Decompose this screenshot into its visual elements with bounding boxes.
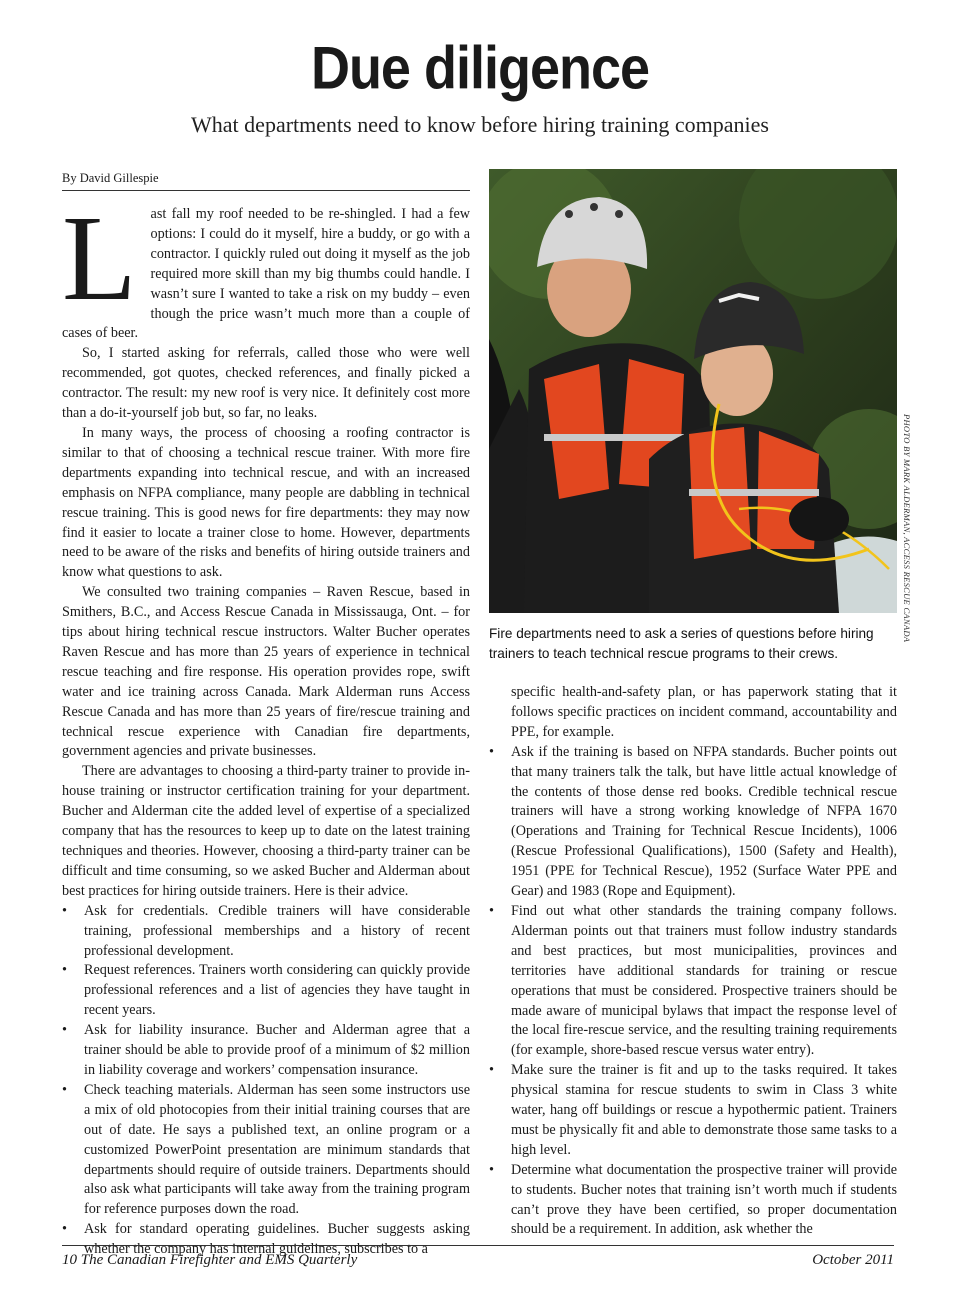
advice-list [62, 902, 470, 1260]
body-paragraph: In many ways, the process of choosing a roofing contractor is similar to that of choosing a technical rescue trainer. With more fire departments expanding into technical rescue, and with an increased emphasis on NFPA compliance, many people are dabbling in technical rescue training. This is good news for fire departments: they may now find it easier to locate a trainer close to home. However, departments need to be aware of the risks and benefits of hiring outside trainers and know what questions to ask. [62, 424, 470, 581]
footer-divider [62, 1245, 894, 1246]
advice-list-continued [489, 743, 897, 1241]
list-item: • Make sure the trainer is fit and up to the tasks required. It takes physical stamina for rescue students to swim in Class 3 white water, hang off buildings or rescue a hypothermic patient. Trainers must be physically fit and able to demonstrate those same tasks to a high level. [489, 1061, 897, 1161]
left-column [62, 191, 470, 1260]
body-paragraph: We consulted two training companies – Raven Rescue, based in Smithers, B.C., and Access Rescue Canada in Mississauga, Ont. – for tips about hiring technical rescue instructors. Walter Bucher operates Raven Rescue and has more than 25 years of experience in technical rescue teaching and fire response. His operation provides rope, swift water and ice training across Canada. Mark Alderman runs Access Rescue Canada and has more than 25 years of fire/rescue training and technical rescue experience with Canadian fire departments, government agencies and private businesses. [62, 584, 470, 760]
body-paragraph: So, I started asking for referrals, called those who were well recommended, got quotes, checked references, and finally picked a contractor. The result: my new roof is very nice. It definitely cost more than a do-it-yourself job but, so far, no leaks. [62, 345, 470, 422]
list-item: • Ask for credentials. Credible trainers will have considerable training, professional memberships and a history of recent professional development. [62, 902, 470, 962]
paragraph-text: ast fall my roof needed to be re-shingled. I had a few options: I could do it myself, hire a buddy, or go with a contractor. I quickly ruled out doing it myself as the job required more skill than my big thumbs could handle. I wasn’t sure I wanted to take a risk on my buddy – even though the price wasn’t much more than a couple of cases of beer. [62, 206, 470, 342]
body-paragraph: There are advantages to choosing a third-party trainer to provide in-house training or instructor certification training for your department. Bucher and Alderman cite the added level of expertise of a specialized company that has the resources to keep up to date on the latest training techniques and theories. However, choosing a third-party trainer can be difficult and time consuming, so we asked Bucher and Alderman about best practices for hiring outside trainers. Here is their advice. [62, 763, 470, 899]
right-column [489, 683, 897, 1240]
list-item: • Ask for standard operating guidelines. Bucher suggests asking whether the company has internal guidelines, subscribes to a [62, 1220, 470, 1260]
byline: By David Gillespie [62, 171, 470, 191]
rescue-photo-illustration [489, 169, 897, 613]
photo-caption: Fire departments need to ask a series of questions before hiring trainers to teach technical rescue programs to their crews. [489, 626, 874, 661]
article-title: Due diligence [310, 34, 650, 102]
list-item: • Ask for liability insurance. Bucher and Alderman agree that a trainer should be able to provide proof of a minimum of $2 million in liability coverage and workers’ compensation insurance. [62, 1021, 470, 1081]
drop-cap: L [62, 191, 137, 326]
intro-paragraph [62, 191, 470, 344]
photo-credit: PHOTO BY MARK ALDERMAN, ACCESS RESCUE CANADA [902, 414, 912, 643]
list-item: • Request references. Trainers worth considering can quickly provide professional references and a list of agencies they have taught in recent years. [62, 961, 470, 1021]
list-item: • Ask if the training is based on NFPA standards. Bucher points out that many trainers talk the talk, but have little actual knowledge of the contents of those dense red books. Credible technical rescue trainers will have a strong working knowledge of NFPA 1670 (Operations and Training for Technical Rescue Incidents), 1006 (Rescue Professional Qualifications), 1500 (Safety and Health), 1951 (PPE for Technical Rescue), 1952 (Surface Water PPE and Gear) and 1983 (Rope and Equipment). [489, 743, 897, 902]
footer-date: October 2011 [812, 1252, 894, 1268]
rescue-photo [489, 169, 897, 613]
list-item: • Find out what other standards the training company follows. Alderman points out that trainers must follow industry standards and best practices, but most municipalities, provinces and territories have additional standards for training or rescue operations that must be considered. Prospective trainers should be made aware of municipal bylaws that impact the response level of the local fire-rescue service, and the resulting training requirements (for example, shore-based rescue versus water entry). [489, 902, 897, 1061]
list-item: • Check teaching materials. Alderman has seen some instructors use a mix of old photocopies from their initial training courses that are out of date. He says a published text, an online program or a customized PowerPoint presentation are minimum standards that departments should require of outside trainers. Departments should also ask what participants will take away from the training program for reference purposes down the road. [62, 1081, 470, 1220]
footer-publication: 10 The Canadian Firefighter and EMS Quarterly [62, 1252, 358, 1268]
continuation-text: specific health-and-safety plan, or has paperwork stating that it follows specific practices on incident command, accountability and PPE, for example. [511, 684, 897, 740]
article-subtitle: What departments need to know before hiring training companies [191, 112, 769, 137]
list-item: • Determine what documentation the prospective trainer will provide to students. Bucher notes that training isn’t worth much if students can’t prove they have been certified, so proper documentation should be a requirement. In addition, ask whether the [489, 1161, 897, 1241]
